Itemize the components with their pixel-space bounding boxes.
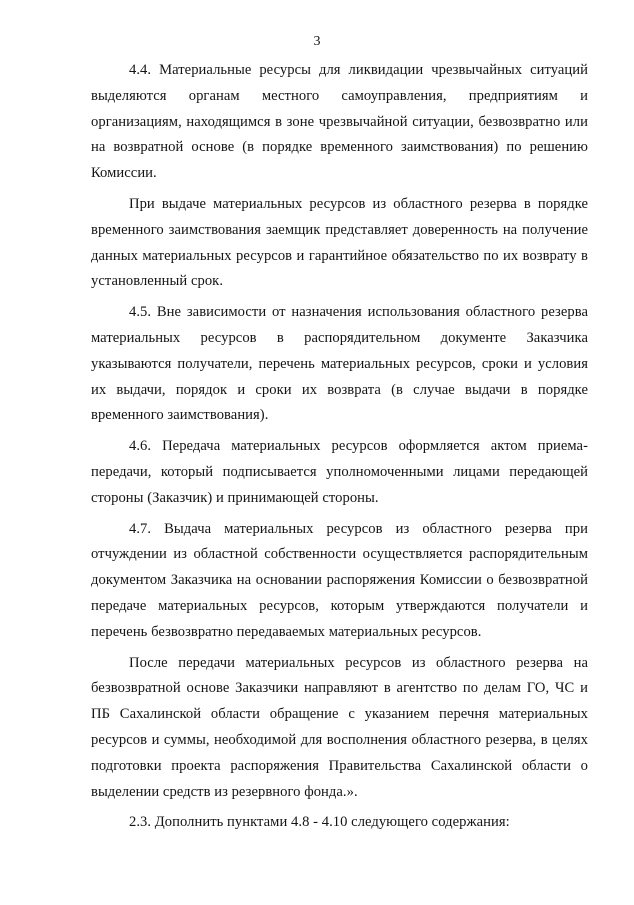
paragraph-temporary-borrowing: При выдаче материальных ресурсов из областного резерва в порядке временного заимствования заемщик представляет доверенность на получение данных материальных ресурсов и гарантийное обязательство по их возврату в установленный срок. (91, 195, 588, 290)
paragraph-after-transfer: После передачи материальных ресурсов из областного резерва на безвозвратной основе Заказчики направляют в агентство по делам ГО, ЧС и ПБ Сахалинской области обращение с указанием перечня материальных ресурсов и суммы, необходимой для восполнения областного резерва, в целях подготовки проекта распоряжения Правительства Сахалинской области о выделении средств из резервного фонда.». (91, 654, 588, 800)
paragraph-4-6: 4.6. Передача материальных ресурсов оформляется актом приема-передачи, который подписывается уполномоченными лицами передающей стороны (Заказчик) и принимающей стороны. (91, 438, 588, 506)
paragraph-4-5: 4.5. Вне зависимости от назначения использования областного резерва материальных ресурсов в распорядительном документе Заказчика указываются получатели, перечень материальных ресурсов, сроки и условия их выдачи, порядок и сроки их возврата (в случае выдачи в порядке временного заимствования). (91, 304, 588, 424)
paragraph-4-7: 4.7. Выдача материальных ресурсов из областного резерва при отчуждении из областной собственности осуществляется распорядительным документом Заказчика на основании распоряжения Комиссии о безвозвратной передаче материальных ресурсов, которым утверждаются получатели и перечень безвозвратно передаваемых материальных ресурсов. (91, 520, 588, 640)
paragraph-2-3: 2.3. Дополнить пунктами 4.8 - 4.10 следующего содержания: (129, 814, 510, 831)
paragraph-4-4: 4.4. Материальные ресурсы для ликвидации чрезвычайных ситуаций выделяются органам местного самоуправления, предприятиям и организациям, находящимся в зоне чрезвычайной ситуации, безвозвратно или на возвратной основе (в порядке временного заимствования) по решению Комиссии. (91, 62, 588, 182)
document-body (91, 58, 588, 841)
page-number: 3 (313, 34, 321, 49)
